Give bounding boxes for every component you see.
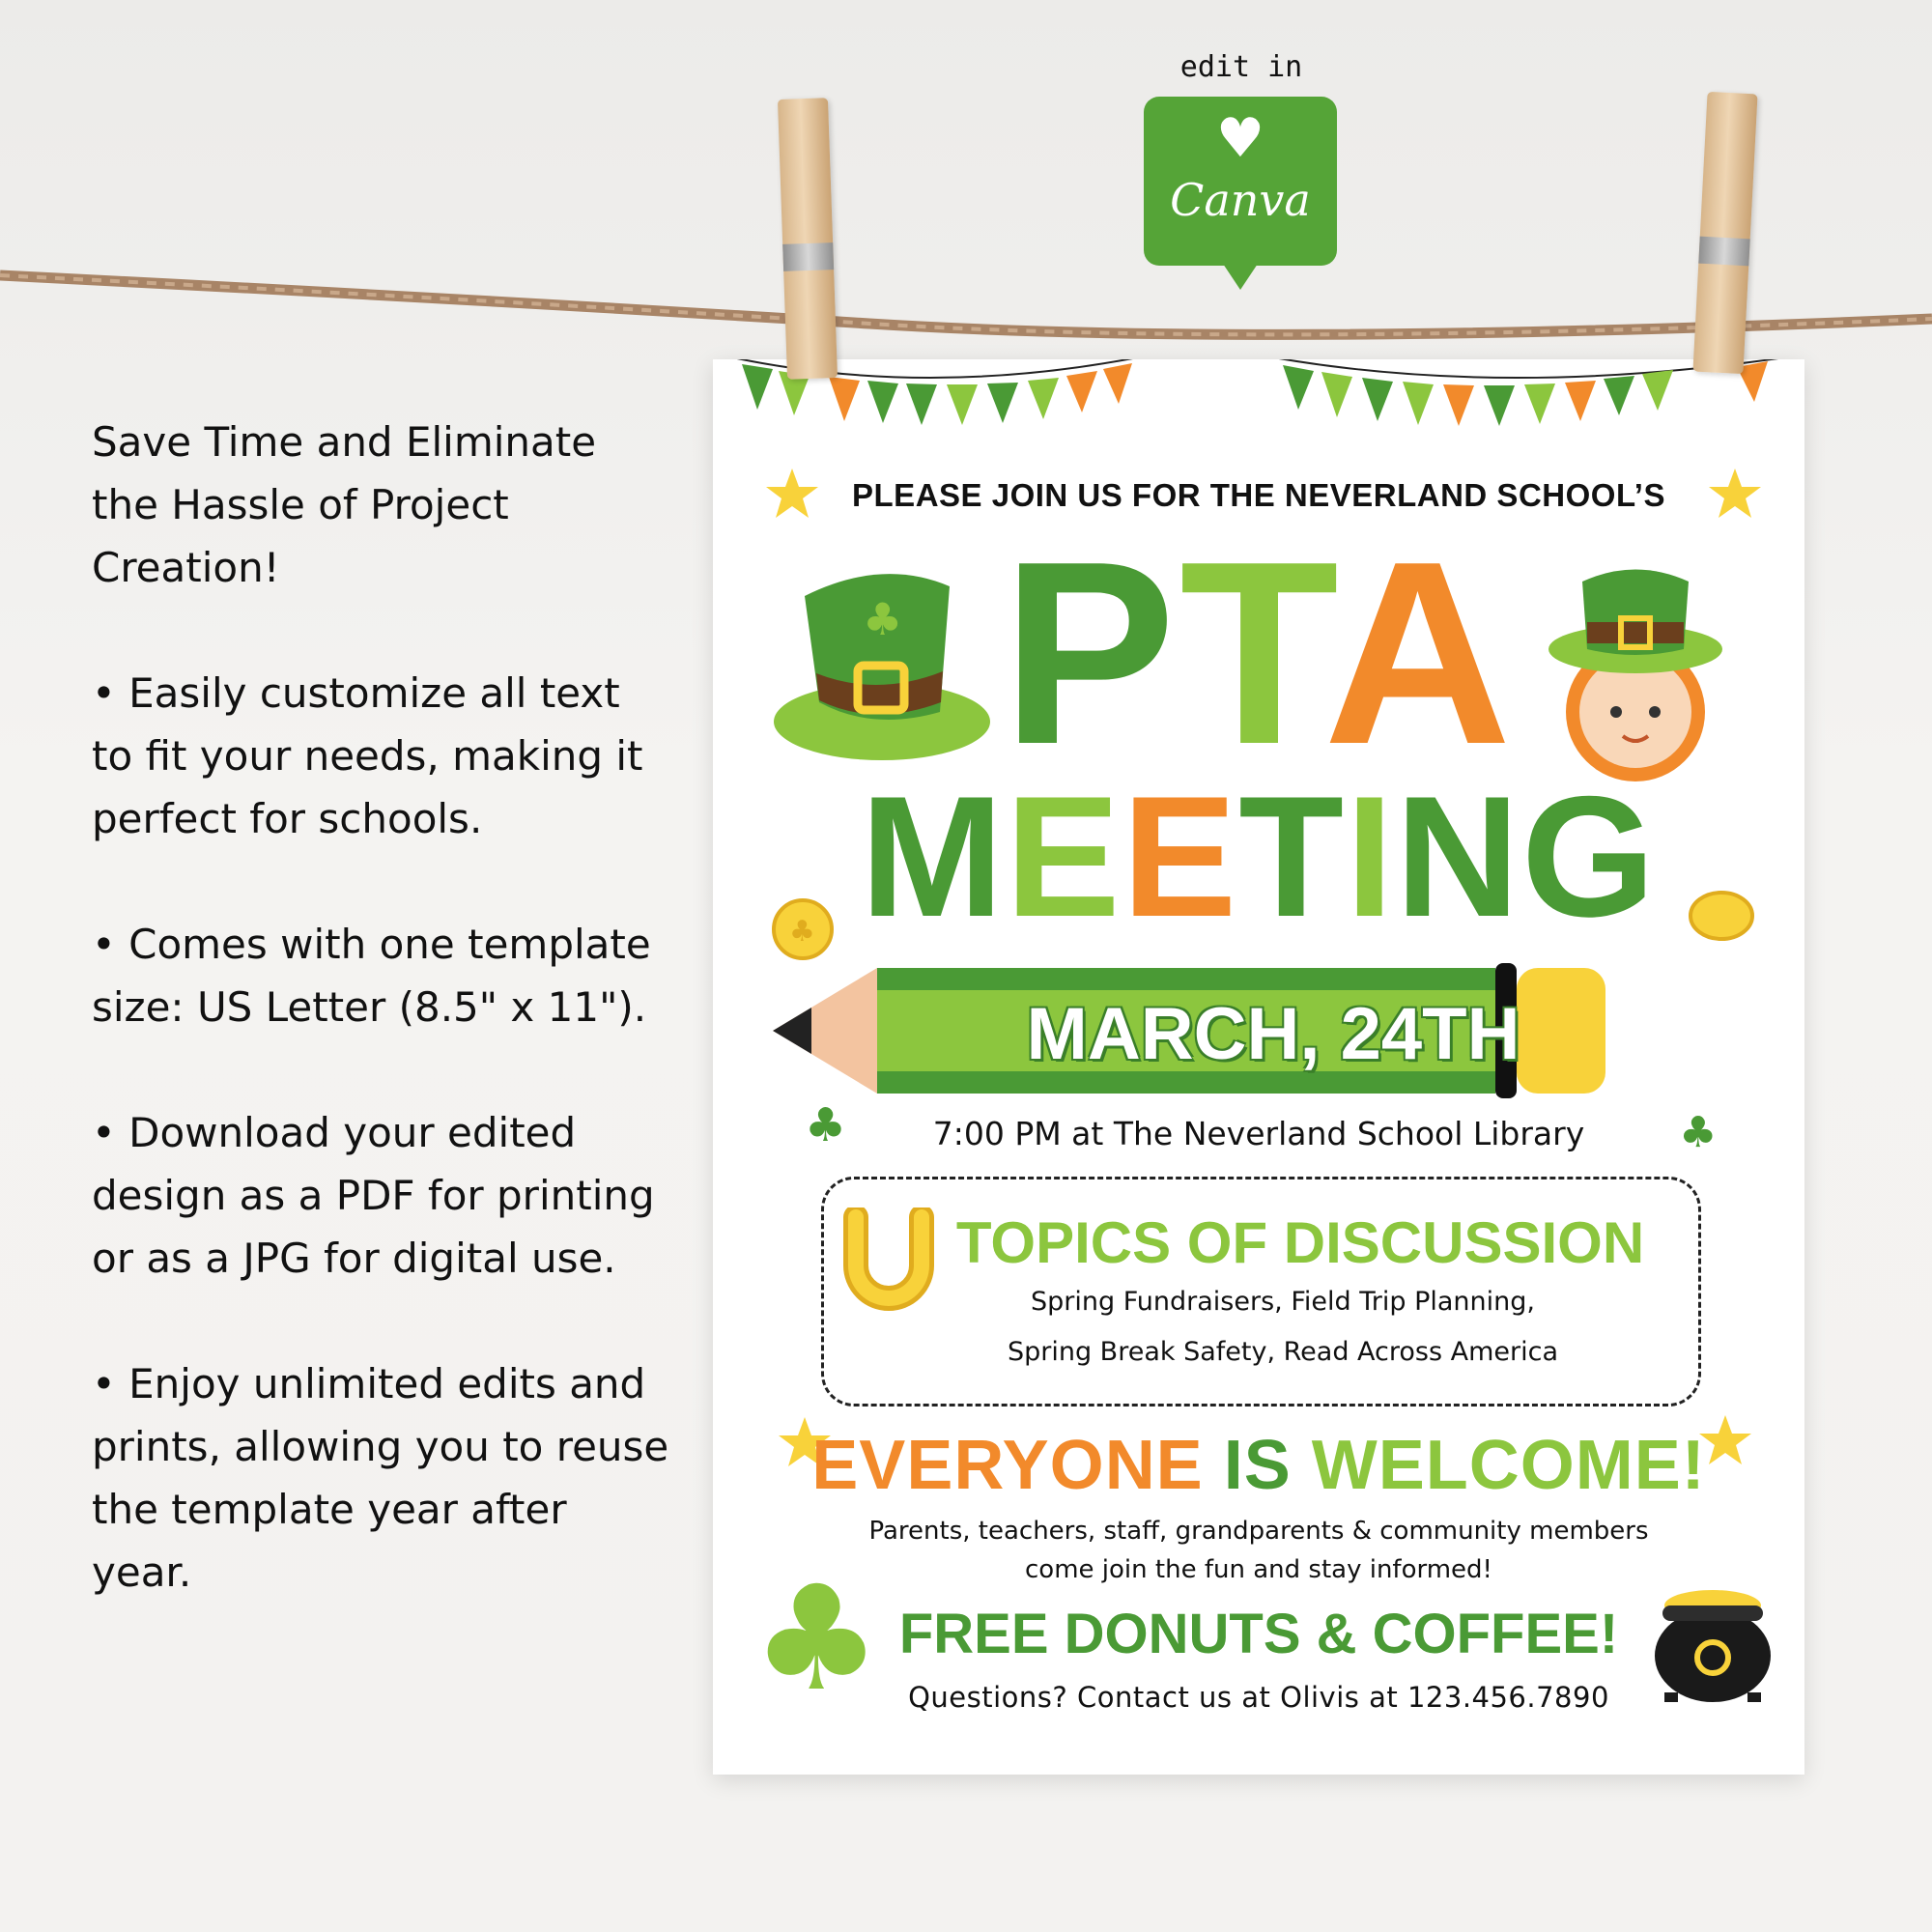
gold-coin-icon <box>769 895 837 963</box>
pta-letter: A <box>1322 508 1516 799</box>
meeting-letter: M <box>860 760 1006 952</box>
svg-text:♣: ♣ <box>863 593 903 645</box>
description-bullet-edits: • Enjoy unlimited edits and prints, allowing you to reuse the template year after year. <box>92 1360 669 1596</box>
rope-icon <box>0 0 1932 367</box>
pta-flyer <box>713 359 1804 1775</box>
pta-letter: T <box>1179 508 1323 799</box>
description-bullet-customize: • Easily customize all text to fit your needs, making it perfect for schools. <box>92 669 643 842</box>
welcome-word: WELCOME! <box>1311 1427 1706 1504</box>
clothespin-icon <box>778 98 838 380</box>
product-description <box>92 411 671 1666</box>
description-intro: Save Time and Eliminate the Hassle of Project Creation! <box>92 418 597 591</box>
welcome-heading <box>713 1426 1804 1505</box>
shamrock-icon: ♣ <box>752 1555 882 1723</box>
shamrock-icon: ♣ <box>1679 1108 1718 1157</box>
edit-in-label: edit in <box>1179 50 1303 84</box>
topics-line: Spring Fundraisers, Field Trip Planning, <box>1031 1287 1535 1317</box>
meeting-letter: I <box>1346 760 1396 952</box>
pta-title <box>713 508 1804 799</box>
invite-line: PLEASE JOIN US FOR THE NEVERLAND SCHOOL’S <box>852 477 1665 513</box>
free-refreshments: FREE DONUTS & COFFEE! <box>898 1603 1619 1665</box>
gold-coin-icon <box>1683 879 1760 947</box>
pta-letter: P <box>1002 508 1180 799</box>
meeting-letter: T <box>1238 760 1346 952</box>
meeting-title <box>713 760 1804 952</box>
attendees-line: come join the fun and stay informed! <box>1025 1555 1492 1584</box>
meeting-letter: N <box>1395 760 1522 952</box>
meeting-letter: E <box>1122 760 1239 952</box>
bunting-garland-icon <box>713 359 1804 466</box>
contact-line: Questions? Contact us at Olivis at 123.456.7890 <box>908 1681 1609 1714</box>
meeting-date: MARCH, 24TH <box>1026 993 1520 1075</box>
attendees-line: Parents, teachers, staff, grandparents & community members <box>868 1517 1649 1546</box>
shamrock-icon: ♣ <box>805 1098 847 1152</box>
topics-heading: TOPICS OF DISCUSSION <box>955 1210 1645 1275</box>
svg-text:♣: ♣ <box>789 915 815 949</box>
meeting-letter: E <box>1005 760 1122 952</box>
canva-logo-text: Canva <box>1170 174 1311 226</box>
topics-line: Spring Break Safety, Read Across America <box>1007 1337 1559 1367</box>
welcome-word: EVERYONE <box>811 1427 1204 1504</box>
description-bullet-download: • Download your edited design as a PDF for printing or as a JPG for digital use. <box>92 1109 655 1282</box>
description-bullet-size: • Comes with one template size: US Letter (8.5" x 11"). <box>92 921 651 1031</box>
time-location: 7:00 PM at The Neverland School Library <box>932 1115 1585 1152</box>
welcome-word: IS <box>1223 1427 1292 1504</box>
heart-icon: ♥ <box>1215 107 1265 170</box>
meeting-letter: G <box>1521 760 1658 952</box>
